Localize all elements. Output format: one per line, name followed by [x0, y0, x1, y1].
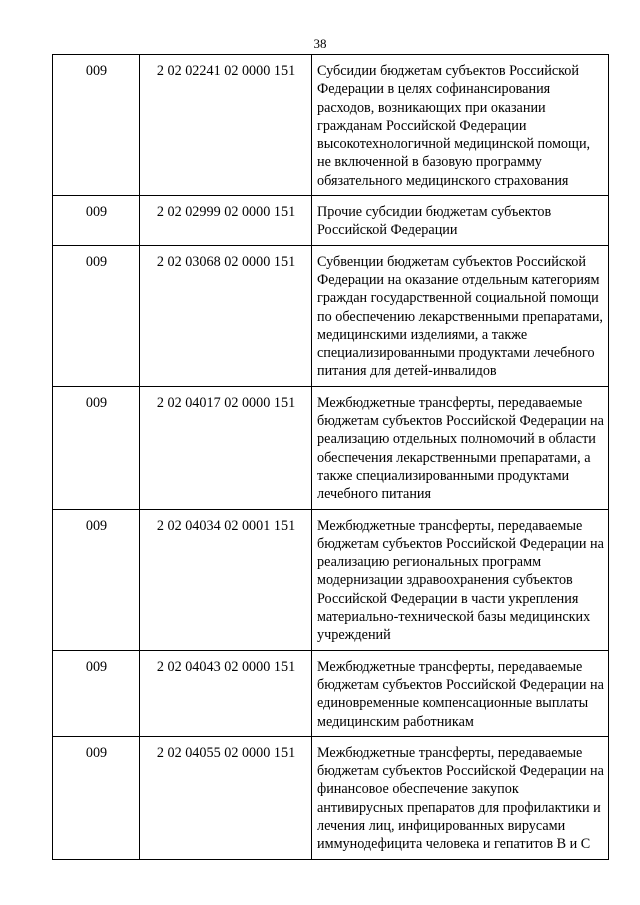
page-number: 38 [313, 36, 327, 51]
budget-code-cell: 2 02 04055 02 0000 151 [140, 736, 312, 859]
admin-code-cell: 009 [53, 509, 140, 650]
income-name-cell: Межбюджетные трансферты, передаваемые бюджетам субъектов Российской Федерации на реализацию отдельных полномочий в области обеспечения лекарственными препаратами, а также специализированными продуктами лечебного питания [312, 386, 609, 509]
income-name-cell: Субвенции бюджетам субъектов Российской Федерации на оказание отдельным категориям граждан государственной социальной помощи по обеспечению лекарственными препаратами, медицинскими изделиями, а также специализированными продуктами лечебного питания для детей-инвалидов [312, 245, 609, 386]
table-row [53, 736, 609, 859]
table-row [53, 245, 609, 386]
table-row [53, 55, 609, 196]
admin-code-cell: 009 [53, 650, 140, 736]
admin-code-cell: 009 [53, 55, 140, 196]
admin-code-cell: 009 [53, 386, 140, 509]
admin-code-cell: 009 [53, 736, 140, 859]
budget-code-cell: 2 02 02241 02 0000 151 [140, 55, 312, 196]
budget-code-cell: 2 02 04043 02 0000 151 [140, 650, 312, 736]
budget-code-cell: 2 02 02999 02 0000 151 [140, 196, 312, 246]
income-name-cell: Межбюджетные трансферты, передаваемые бюджетам субъектов Российской Федерации на финансовое обеспечение закупок антивирусных препаратов для профилактики и лечения лиц, инфицированных вирусами иммунодефицита человека и гепатитов B и C [312, 736, 609, 859]
budget-code-cell: 2 02 03068 02 0000 151 [140, 245, 312, 386]
budget-code-cell: 2 02 04034 02 0001 151 [140, 509, 312, 650]
budget-code-cell: 2 02 04017 02 0000 151 [140, 386, 312, 509]
table-row [53, 650, 609, 736]
table-row [53, 386, 609, 509]
budget-classification-table [52, 54, 609, 860]
table-row [53, 196, 609, 246]
income-name-cell: Межбюджетные трансферты, передаваемые бюджетам субъектов Российской Федерации на единовременные компенсационные выплаты медицинским работникам [312, 650, 609, 736]
income-name-cell: Прочие субсидии бюджетам субъектов Российской Федерации [312, 196, 609, 246]
income-name-cell: Межбюджетные трансферты, передаваемые бюджетам субъектов Российской Федерации на реализацию региональных программ модернизации здравоохранения субъектов Российской Федерации в части укрепления материально-технической базы медицинских учреждений [312, 509, 609, 650]
income-name-cell: Субсидии бюджетам субъектов Российской Федерации в целях софинансирования расходов, возникающих при оказании гражданам Российской Федерации высокотехнологичной медицинской помощи, не включенной в базовую программу обязательного медицинского страхования [312, 55, 609, 196]
table-row [53, 509, 609, 650]
admin-code-cell: 009 [53, 196, 140, 246]
admin-code-cell: 009 [53, 245, 140, 386]
